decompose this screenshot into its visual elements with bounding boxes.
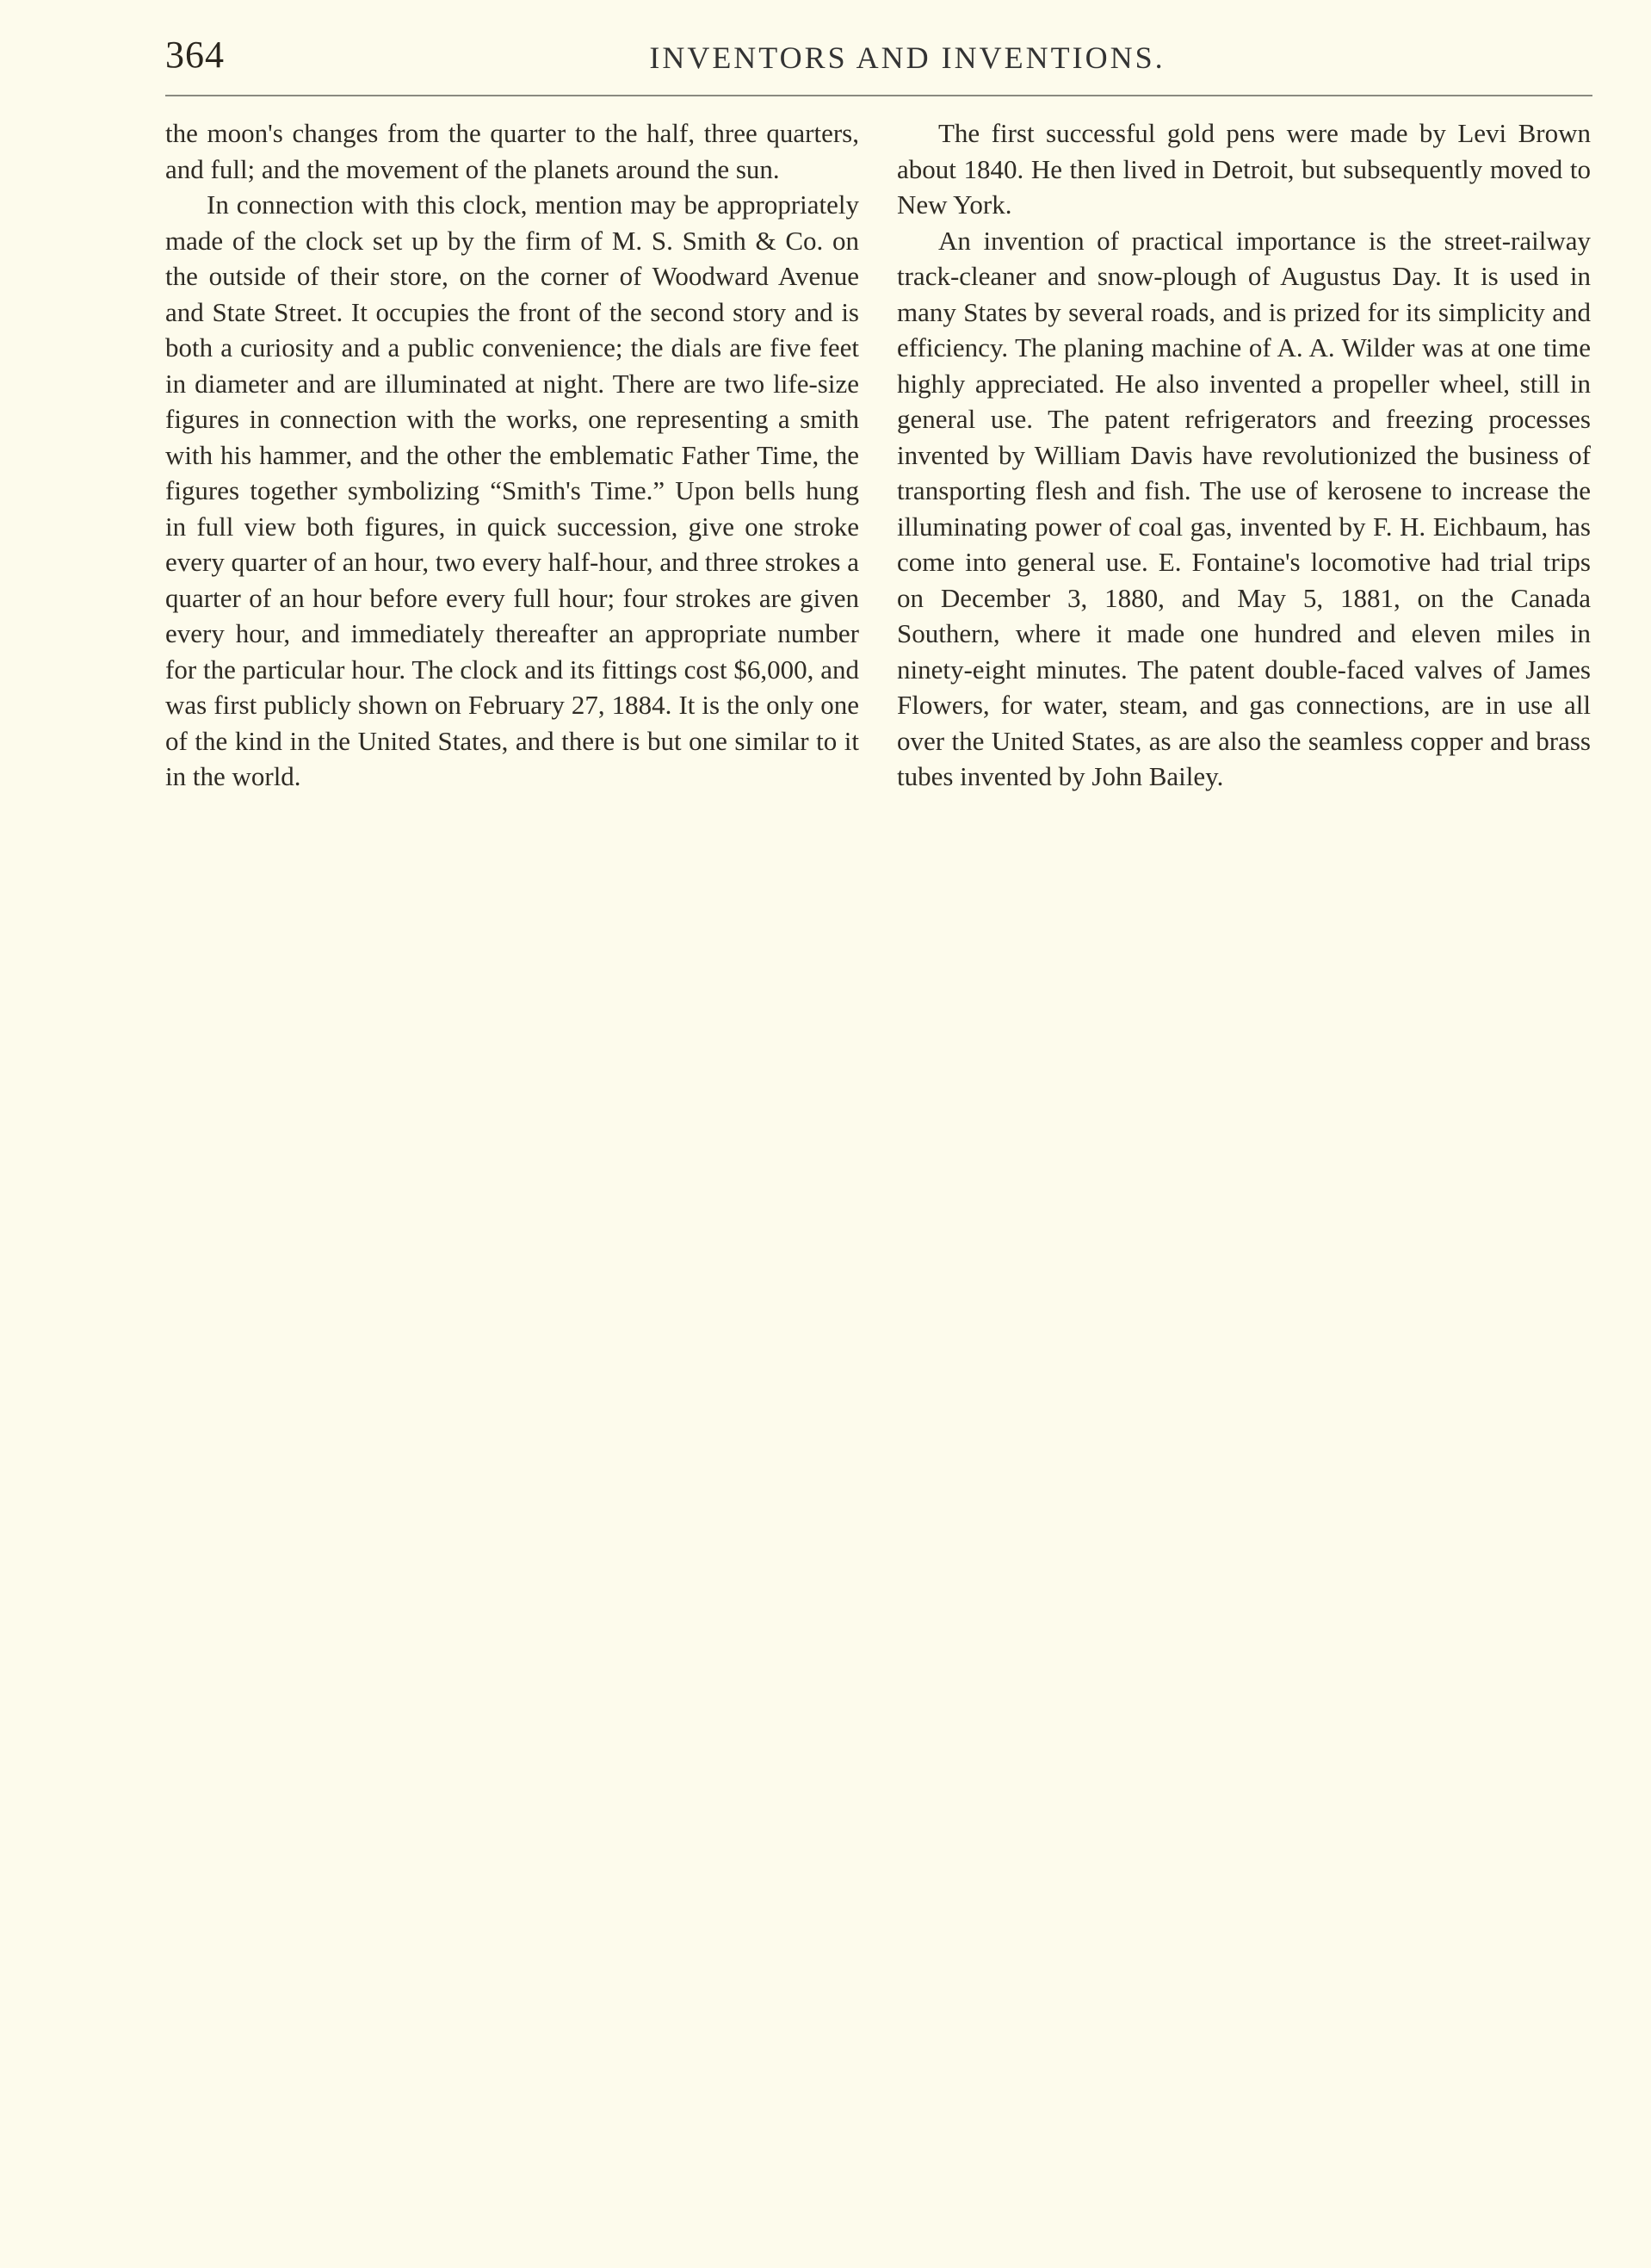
right-column bbox=[897, 115, 1591, 795]
running-title: INVENTORS AND INVENTIONS. bbox=[649, 40, 1166, 75]
page-number: 364 bbox=[165, 34, 225, 76]
right-paragraph-1: The first successful gold pens were made by Levi Brown about 1840. He then lived in Detroit, but subsequently moved to New York. bbox=[897, 118, 1591, 220]
left-paragraph-2: In connection with this clock, mention may be appropriately made of the clock set up by the firm of M. S. Smith & Co. on the outside of their store, on the corner of Woodward Avenue and State Street. It occupies the front of the second story and is both a curiosity and a public convenience; the dials are five feet in diameter and are illuminated at night. There are two life-size figures in connection with the works, one representing a smith with his hammer, and the other the emblematic Father Time, the figures together symbolizing “Smith's Time.” Upon bells hung in full view both figures, in quick succession, give one stroke every quarter of an hour, two every half-hour, and three strokes a quarter of an hour before every full hour; four strokes are given every hour, and immediately thereafter an appropriate number for the particular hour. The clock and its fittings cost $6,000, and was first publicly shown on February 27, 1884. It is the only one of the kind in the United States, and there is but one similar to it in the world. bbox=[165, 189, 859, 791]
left-column bbox=[165, 115, 859, 795]
right-paragraph-2: An invention of practical importance is the street-railway track-cleaner and snow-plough of Augustus Day. It is used in many States by several roads, and is prized for its simplicity and efficiency. The planing machine of A. A. Wilder was at one time highly appreciated. He also invented a propeller wheel, still in general use. The patent refrigerators and freezing processes invented by William Davis have revolutionized the business of transporting flesh and fish. The use of kerosene to increase the illuminating power of coal gas, invented by F. H. Eichbaum, has come into general use. E. Fontaine's locomotive had trial trips on December 3, 1880, and May 5, 1881, on the Canada Southern, where it made one hundred and eleven miles in ninety-eight minutes. The patent double-faced valves of James Flowers, for water, steam, and gas connections, are in use all over the United States, as are also the seamless copper and brass tubes invented by John Bailey. bbox=[897, 225, 1591, 791]
left-paragraph-1: the moon's changes from the quarter to the half, three quarters, and full; and the movement of the planets around the sun. bbox=[165, 118, 859, 184]
header-rule bbox=[165, 95, 1592, 96]
